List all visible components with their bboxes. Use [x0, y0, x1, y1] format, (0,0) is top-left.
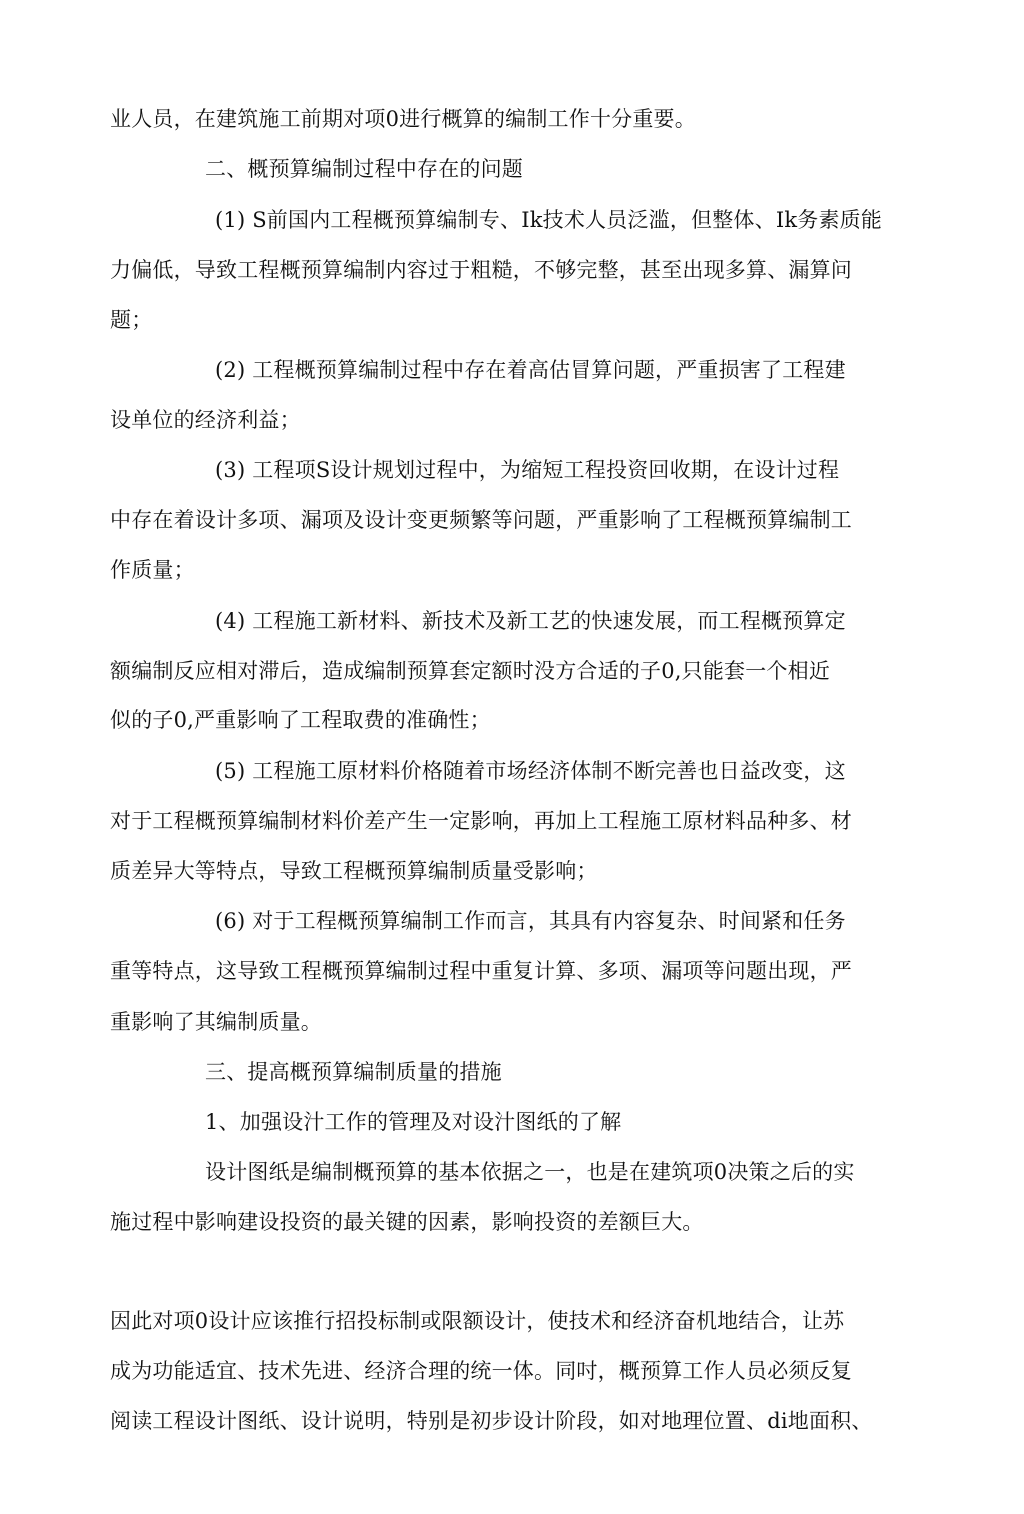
list-item-1: (1) S前国内工程概预算编制专、Ik技术人员泛滥，但整体、Ik务素质能 — [215, 208, 883, 232]
text-line: 质差异大等特点，导致工程概预算编制质量受影响； — [110, 859, 598, 883]
text-line: 似的子0,严重影响了工程取费的准确性； — [110, 708, 491, 732]
section-heading: 三、提高概预算编制质量的措施 — [205, 1060, 502, 1084]
text-line: 中存在着设计多项、漏项及设计变更频繁等问题，严重影响了工程概预算编制工 — [110, 508, 852, 532]
list-item-6: (6) 对于工程概预算编制工作而言，其具有内容复杂、时间紧和任务 — [215, 909, 846, 933]
text-line: 对于工程概预算编制材料价差产生一定影响，再加上工程施工原材料品种多、材 — [110, 809, 852, 833]
text-line: 业人员，在建筑施工前期对项0进行概算的编制工作十分重要。 — [110, 107, 696, 131]
text-line: 重等特点，这导致工程概预算编制过程中重复计算、多项、漏项等问题出现，严 — [110, 959, 852, 983]
text-line: 施过程中影响建设投资的最关键的因素，影响投资的差额巨大。 — [110, 1210, 704, 1234]
list-item-2: (2) 工程概预算编制过程中存在着高估冒算问题，严重损害了工程建 — [215, 358, 846, 382]
list-item-3: (3) 工程项S设计规划过程中，为缩短工程投资回收期，在设计过程 — [215, 458, 840, 482]
text-line: 力偏低，导致工程概预算编制内容过于粗糙，不够完整，甚至出现多算、漏算问 — [110, 258, 852, 282]
list-item-4: (4) 工程施工新材料、新技术及新工艺的快速发展，而工程概预算定 — [215, 609, 846, 633]
subsection-heading: 1、加强设汁工作的管理及对设汁图纸的了解 — [205, 1110, 622, 1134]
text-line: 题； — [110, 308, 153, 332]
text-line: 设计图纸是编制概预算的基本依据之一，也是在建筑项0决策之后的实 — [205, 1160, 855, 1184]
text-line: 阅读工程设计图纸、设计说明，特别是初步设计阶段，如对地理位置、di地面积、 — [110, 1409, 873, 1433]
text-line: 额编制反应相对滞后，造成编制预算套定额时没方合适的子0,只能套一个相近 — [110, 659, 831, 683]
text-line: 成为功能适宜、技术先进、经济合理的统一体。同吋，概预算工作人员必须反复 — [110, 1359, 852, 1383]
text-line: 作质量； — [110, 558, 195, 582]
text-line: 重影响了其编制质量。 — [110, 1010, 322, 1034]
list-item-5: (5) 工程施工原材料价格随着市场经济体制不断完善也日益改变，这 — [215, 759, 846, 783]
text-line: 设单位的经济利益； — [110, 408, 301, 432]
section-heading: 二、概预算编制过程中存在的问题 — [205, 157, 523, 181]
text-line: 因此对项0设计应该推行招投标制或限额设计，使技术和经济奋机地结合，让苏 — [110, 1309, 845, 1333]
